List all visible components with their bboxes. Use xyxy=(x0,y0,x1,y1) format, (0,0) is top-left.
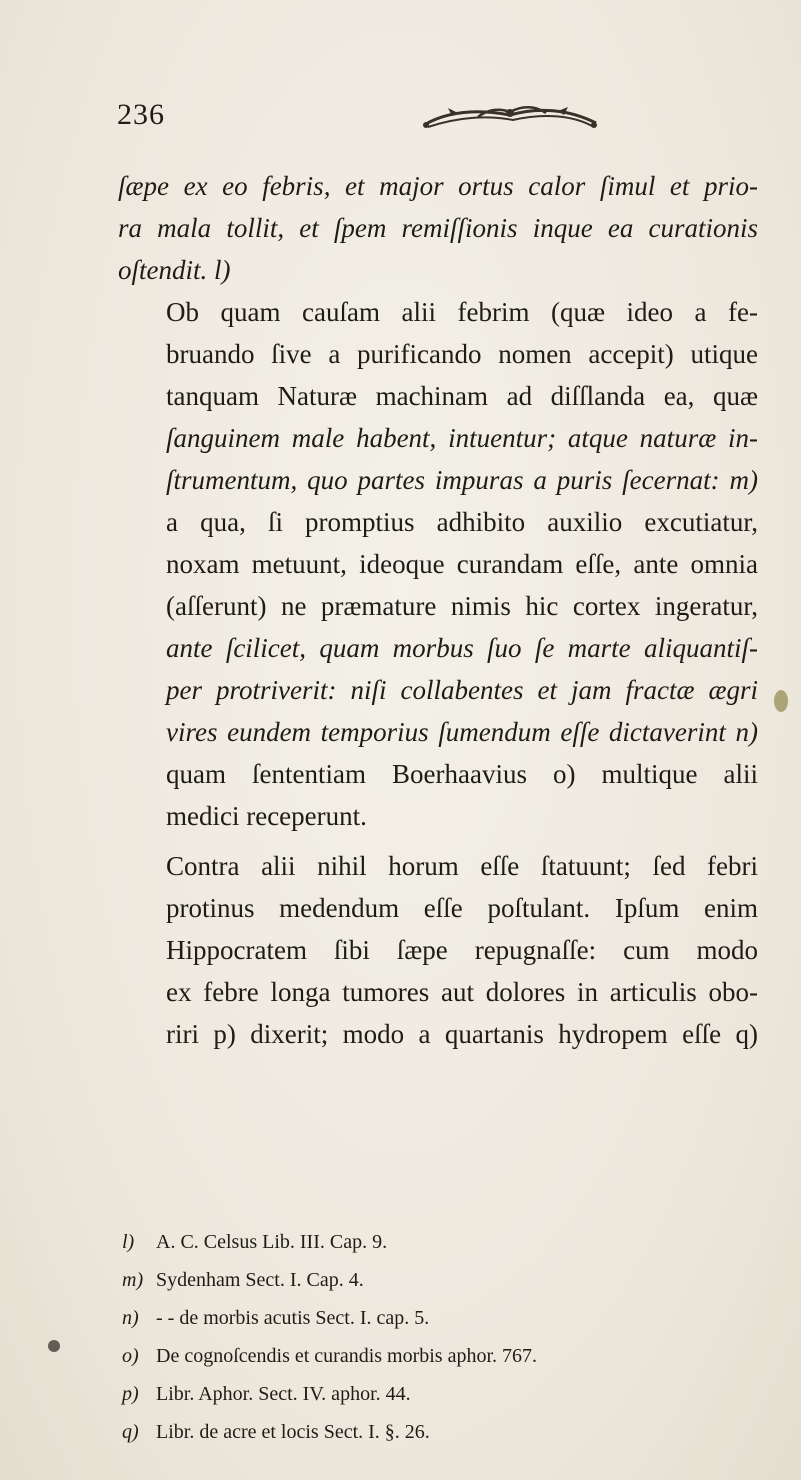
paper-stain xyxy=(774,690,788,712)
text-line: vires eundem temporius ſumendum eſſe dictaverint n) xyxy=(166,717,758,747)
footnote xyxy=(122,1223,742,1261)
footnote xyxy=(122,1299,742,1337)
text-line: ante ſcilicet, quam morbus ſuo ſe marte aliquantiſ- xyxy=(166,633,758,663)
text-line: ſtrumentum, quo partes impuras a puris ſecernat: m) xyxy=(166,465,758,495)
text-line: Hippocratem ſibi ſæpe repugnaſſe: cum modo xyxy=(166,935,758,965)
paragraph-2 xyxy=(118,291,758,837)
text-line: oſtendit. l) xyxy=(118,255,231,285)
text-line: riri p) dixerit; modo a quartanis hydropem eſſe q) xyxy=(166,1019,758,1049)
text-line: ſanguinem male habent, intuentur; atque naturæ in- xyxy=(166,423,758,453)
footnote-mark: n) xyxy=(122,1307,139,1329)
footnotes xyxy=(122,1223,742,1451)
footnote xyxy=(122,1413,742,1451)
text-line: bruando ſive a purificando nomen accepit) utique xyxy=(166,339,758,369)
footnote-text: Sydenham Sect. I. Cap. 4. xyxy=(156,1269,364,1291)
text-line: (aſſerunt) ne præmature nimis hic cortex ingeratur, xyxy=(166,591,758,621)
text-line: protinus medendum eſſe poſtulant. Ipſum enim xyxy=(166,893,758,923)
footnote-text: A. C. Celsus Lib. III. Cap. 9. xyxy=(156,1231,388,1253)
footnote-mark: q) xyxy=(122,1421,139,1443)
footnote-mark: p) xyxy=(122,1383,139,1405)
paragraph-3 xyxy=(118,845,758,1055)
footnote xyxy=(122,1337,742,1375)
footnote-mark: o) xyxy=(122,1345,139,1367)
footnote-mark: l) xyxy=(122,1231,135,1253)
paragraph-1 xyxy=(118,165,758,291)
text-line: noxam metuunt, ideoque curandam eſſe, ante omnia xyxy=(166,549,758,579)
footnote-text: Libr. de acre et locis Sect. I. §. 26. xyxy=(156,1421,430,1443)
text-line: Ob quam cauſam alii febrim (quæ ideo a fe- xyxy=(166,297,758,327)
text-line: ex febre longa tumores aut dolores in articulis obo- xyxy=(166,977,758,1007)
footnote-text: Libr. Aphor. Sect. IV. aphor. 44. xyxy=(156,1383,411,1405)
text-line: quam ſententiam Boerhaavius o) multique alii xyxy=(166,759,758,789)
text-line: ſæpe ex eo febris, et major ortus calor ſimul et prio- xyxy=(118,171,758,201)
footnote xyxy=(122,1375,742,1413)
footnote-text: De cognoſcendis et curandis morbis aphor. 767. xyxy=(156,1345,538,1367)
text-line: ra mala tollit, et ſpem remiſſionis inque ea curationis xyxy=(118,213,758,243)
main-text xyxy=(118,165,758,1055)
ornament-graphic xyxy=(418,103,603,131)
headpiece-ornament xyxy=(418,103,603,131)
paper-stain xyxy=(48,1340,60,1352)
footnote-mark: m) xyxy=(122,1269,144,1291)
footnote xyxy=(122,1261,742,1299)
text-line: per protriverit: niſi collabentes et jam fractæ ægri xyxy=(166,675,758,705)
text-line: a qua, ſi promptius adhibito auxilio excutiatur, xyxy=(166,507,758,537)
text-line: Contra alii nihil horum eſſe ſtatuunt; ſed febri xyxy=(166,851,758,881)
page-number: 236 xyxy=(117,98,165,131)
text-line: medici receperunt. xyxy=(166,801,367,831)
footnote-text: - - de morbis acutis Sect. I. cap. 5. xyxy=(156,1307,430,1329)
text-line: tanquam Naturæ machinam ad diſſlanda ea, quæ xyxy=(166,381,758,411)
